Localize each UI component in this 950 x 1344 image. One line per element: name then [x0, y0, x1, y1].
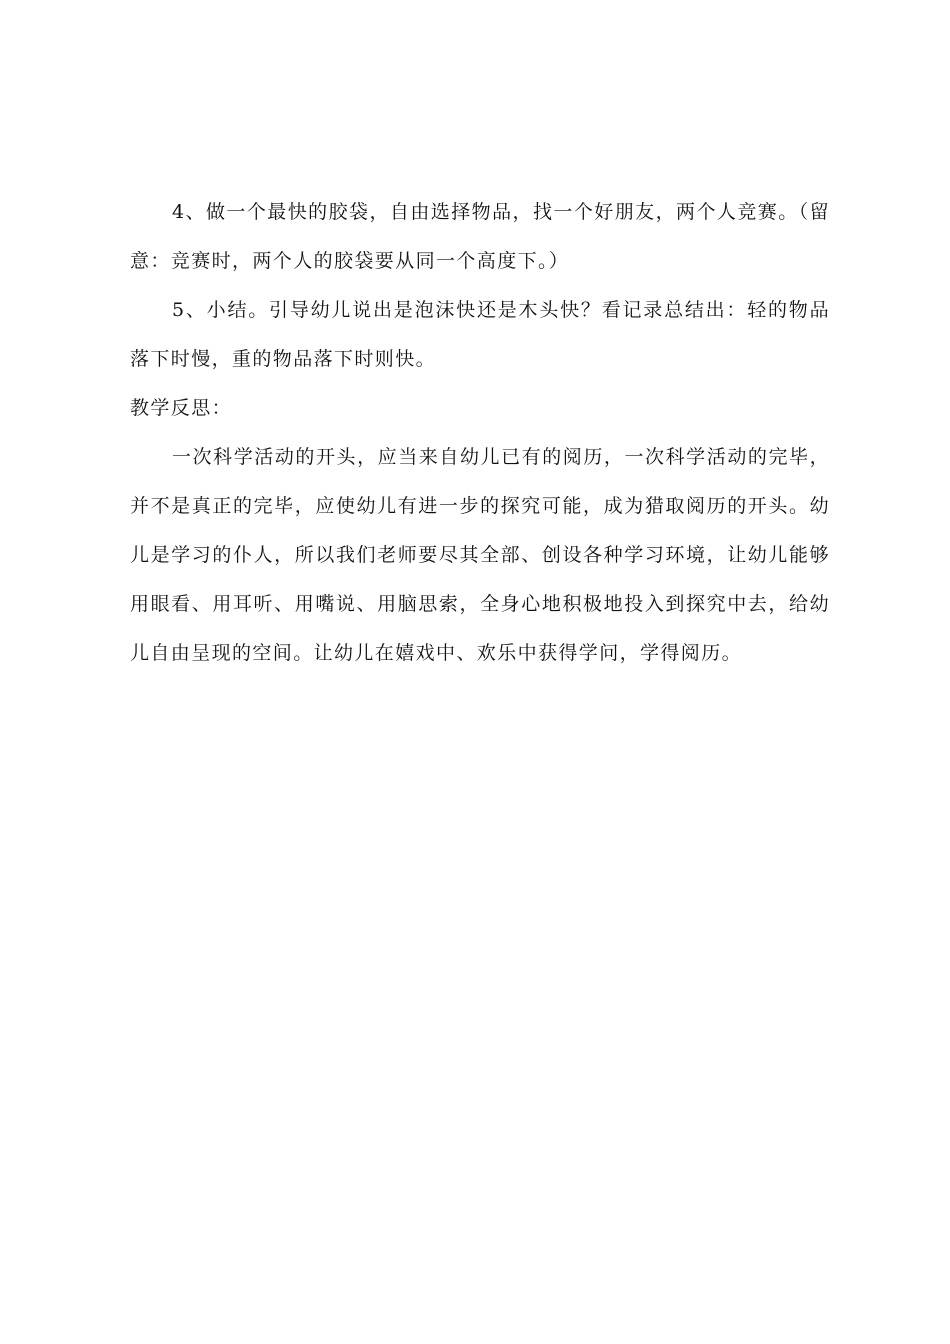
step-4-paragraph: 4、做一个最快的胶袋，自由选择物品，找一个好朋友，两个人竞赛。（留意：竞赛时，两个人的胶袋要从同一个高度下。）	[130, 201, 830, 272]
reflection-heading: 教学反思：	[130, 397, 233, 419]
document-body	[130, 188, 830, 678]
reflection-paragraph: 一次科学活动的开头，应当来自幼儿已有的阅历，一次科学活动的完毕，并不是真正的完毕，应使幼儿有进一步的探究可能，成为猎取阅历的开头。幼儿是学习的仆人，所以我们老师要尽其全部、创设各种学习环境，让幼儿能够用眼看、用耳听、用嘴说、用脑思索，全身心地积极地投入到探究中去，给幼儿自由呈现的空间。让幼儿在嬉戏中、欢乐中获得学问，学得阅历。	[130, 446, 830, 664]
step-5-summary-paragraph: 5、小结。引导幼儿说出是泡沫快还是木头快？看记录总结出：轻的物品落下时慢，重的物品落下时则快。	[130, 299, 830, 370]
